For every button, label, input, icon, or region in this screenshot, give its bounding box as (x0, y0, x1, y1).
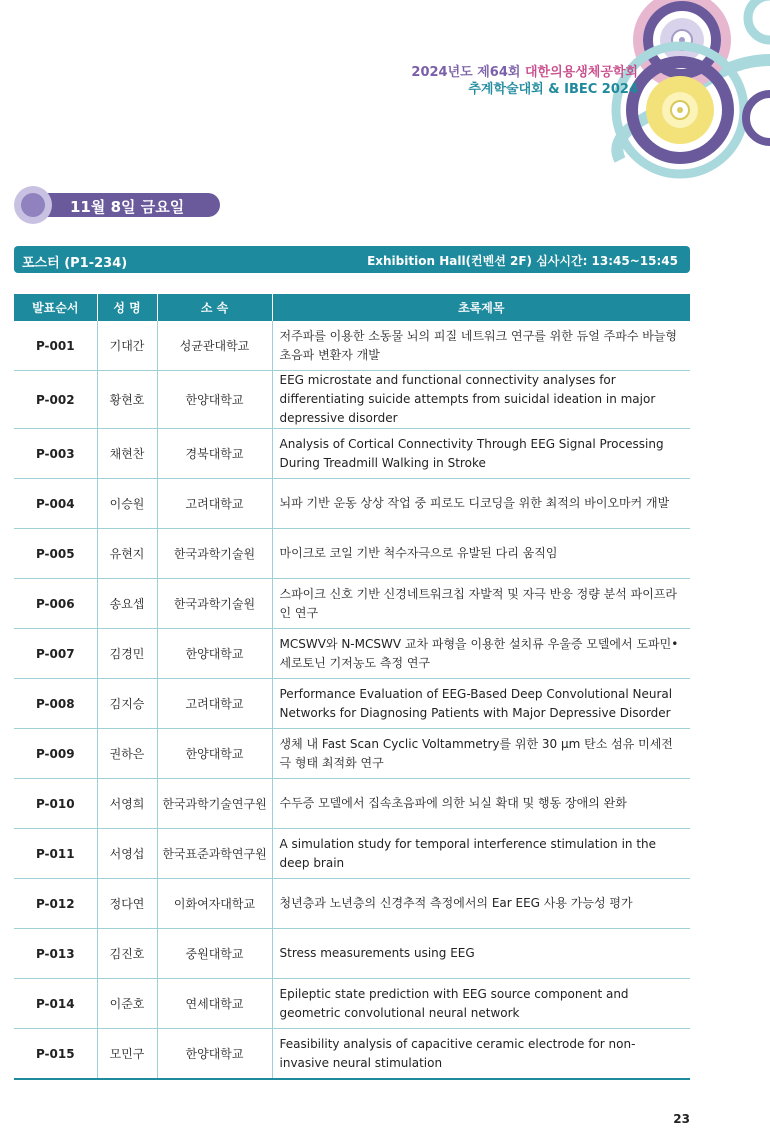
poster-id: P-013 (14, 929, 97, 979)
table-header-row (14, 294, 690, 321)
conference-header (411, 64, 638, 98)
abstract-title: 저주파를 이용한 소동물 뇌의 피질 네트워크 연구를 위한 듀얼 주파수 바늘형 초음파 변환자 개발 (272, 321, 690, 371)
table-row (14, 679, 690, 729)
abstract-title: MCSWV와 N-MCSWV 교차 파형을 이용한 설치류 우울증 모델에서 도파민•세로토닌 기저농도 측정 연구 (272, 629, 690, 679)
presenter-name: 정다연 (97, 879, 157, 929)
presenter-name: 황현호 (97, 371, 157, 429)
poster-id: P-008 (14, 679, 97, 729)
affiliation: 고려대학교 (157, 479, 272, 529)
conference-title-line2: 추계학술대회 & IBEC 2024 (468, 82, 638, 97)
poster-id: P-001 (14, 321, 97, 371)
abstract-title: 스파이크 신호 기반 신경네트워크칩 자발적 및 자극 반응 정량 분석 파이프라인 연구 (272, 579, 690, 629)
presenter-name: 모민구 (97, 1029, 157, 1080)
society-name: 대한의용생체공학회 (524, 65, 638, 80)
table-row (14, 879, 690, 929)
presenter-name: 유현지 (97, 529, 157, 579)
table-row (14, 579, 690, 629)
abstract-title: EEG microstate and functional connectivity analyses for differentiating suicide attempts from suicidal ideation in major depressive disorder (272, 371, 690, 429)
table-row (14, 779, 690, 829)
table-row (14, 529, 690, 579)
affiliation: 연세대학교 (157, 979, 272, 1029)
presenter-name: 이승원 (97, 479, 157, 529)
affiliation: 한국표준과학연구원 (157, 829, 272, 879)
affiliation: 경북대학교 (157, 429, 272, 479)
table-row (14, 479, 690, 529)
affiliation: 한양대학교 (157, 371, 272, 429)
poster-id: P-003 (14, 429, 97, 479)
header-abstract-title: 초록제목 (272, 294, 690, 321)
abstract-title: Stress measurements using EEG (272, 929, 690, 979)
poster-id: P-014 (14, 979, 97, 1029)
affiliation: 중원대학교 (157, 929, 272, 979)
abstract-title: A simulation study for temporal interference stimulation in the deep brain (272, 829, 690, 879)
session-title: 포스터 (P1-234) (22, 256, 128, 271)
presenter-name: 김지승 (97, 679, 157, 729)
table-row (14, 829, 690, 879)
table-row (14, 629, 690, 679)
poster-id: P-005 (14, 529, 97, 579)
table-row (14, 729, 690, 779)
abstract-title: Analysis of Cortical Connectivity Through EEG Signal Processing During Treadmill Walking in Stroke (272, 429, 690, 479)
abstract-title: 청년층과 노년층의 신경추적 측정에서의 Ear EEG 사용 가능성 평가 (272, 879, 690, 929)
session-bar (14, 246, 690, 273)
table-row (14, 321, 690, 371)
day-banner (14, 186, 220, 224)
abstract-title: 수두증 모델에서 집속초음파에 의한 뇌실 확대 및 행동 장애의 완화 (272, 779, 690, 829)
poster-id: P-012 (14, 879, 97, 929)
header-order: 발표순서 (14, 294, 97, 321)
table-row (14, 929, 690, 979)
abstract-title: 생체 내 Fast Scan Cyclic Voltammetry를 위한 30 μm 탄소 섬유 미세전극 형태 최적화 연구 (272, 729, 690, 779)
day-label: 11월 8일 금요일 (70, 198, 185, 216)
presenter-name: 채현찬 (97, 429, 157, 479)
poster-id: P-007 (14, 629, 97, 679)
poster-id: P-015 (14, 1029, 97, 1080)
poster-id: P-006 (14, 579, 97, 629)
affiliation: 한양대학교 (157, 1029, 272, 1080)
presenter-name: 김경민 (97, 629, 157, 679)
table-row (14, 1029, 690, 1080)
affiliation: 한국과학기술원 (157, 529, 272, 579)
abstract-title: 마이크로 코일 기반 척수자극으로 유발된 다리 움직임 (272, 529, 690, 579)
decorative-circles-graphic (0, 0, 770, 180)
abstract-title: Feasibility analysis of capacitive ceramic electrode for non-invasive neural stimulation (272, 1029, 690, 1080)
page-number: 23 (673, 1112, 690, 1126)
affiliation: 한국과학기술연구원 (157, 779, 272, 829)
abstract-title: 뇌파 기반 운동 상상 작업 중 피로도 디코딩을 위한 최적의 바이오마커 개발 (272, 479, 690, 529)
presenter-name: 서영희 (97, 779, 157, 829)
presenter-name: 서영섭 (97, 829, 157, 879)
session-location-time: Exhibition Hall(컨벤션 2F) 심사시간: 13:45~15:45 (367, 254, 678, 268)
poster-id: P-004 (14, 479, 97, 529)
poster-id: P-010 (14, 779, 97, 829)
table-row (14, 979, 690, 1029)
poster-id: P-002 (14, 371, 97, 429)
affiliation: 고려대학교 (157, 679, 272, 729)
table-row (14, 429, 690, 479)
affiliation: 한국과학기술원 (157, 579, 272, 629)
presenter-name: 권하은 (97, 729, 157, 779)
poster-id: P-009 (14, 729, 97, 779)
abstract-title: Performance Evaluation of EEG-Based Deep Convolutional Neural Networks for Diagnosing Patients with Major Depressive Disorder (272, 679, 690, 729)
poster-id: P-011 (14, 829, 97, 879)
table-row (14, 371, 690, 429)
abstract-title: Epileptic state prediction with EEG source component and geometric convolutional neural network (272, 979, 690, 1029)
affiliation: 성균관대학교 (157, 321, 272, 371)
affiliation: 한양대학교 (157, 729, 272, 779)
affiliation: 이화여자대학교 (157, 879, 272, 929)
presenter-name: 기대간 (97, 321, 157, 371)
affiliation: 한양대학교 (157, 629, 272, 679)
presenter-name: 송요셉 (97, 579, 157, 629)
presenter-name: 이준호 (97, 979, 157, 1029)
poster-table (14, 294, 690, 1080)
presenter-name: 김진호 (97, 929, 157, 979)
header-name: 성 명 (97, 294, 157, 321)
header-affiliation: 소 속 (157, 294, 272, 321)
conference-title-line1: 2024년도 제64회 대한의용생체공학회 (411, 65, 638, 80)
